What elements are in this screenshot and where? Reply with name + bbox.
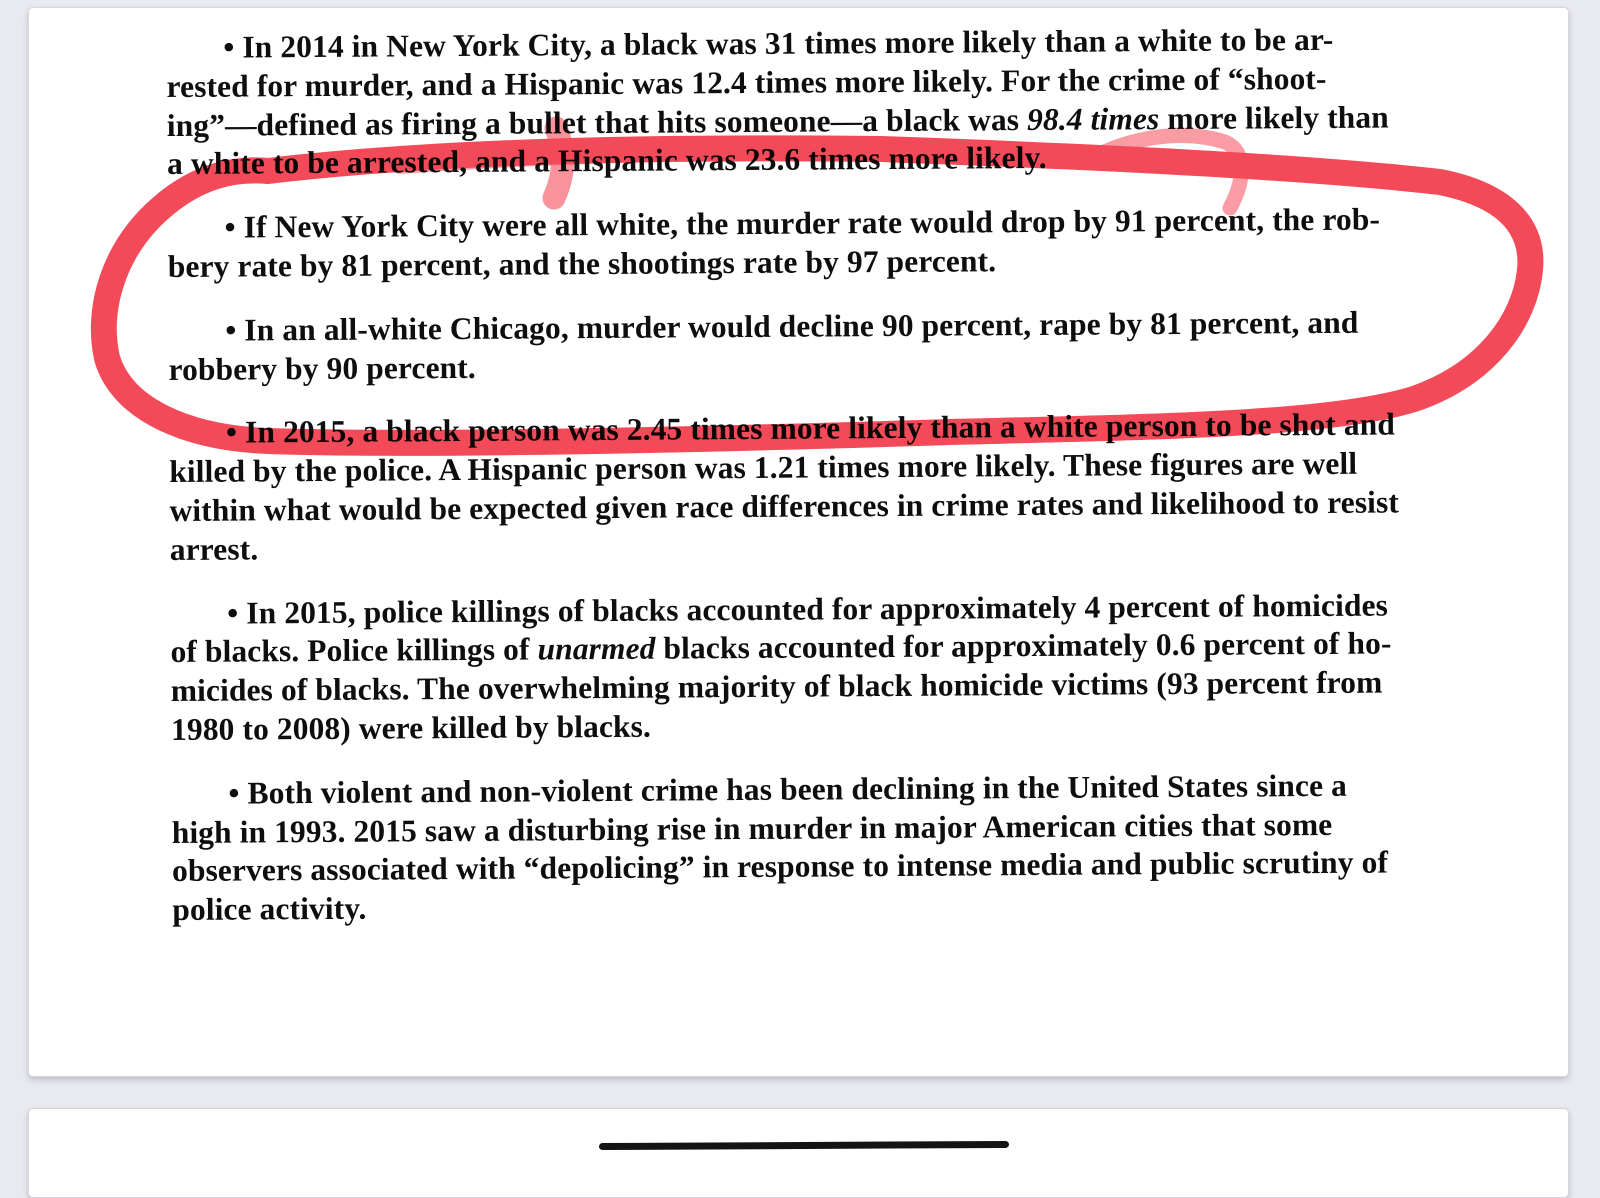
text-line: observers associated with “depolicing” in response to intense media and public scrutiny of [171,844,1389,889]
text-line: police activity. [172,890,367,928]
text-line: bery rate by 81 percent, and the shootings rate by 97 percent. [167,243,997,285]
text-line: high in 1993. 2015 saw a disturbing rise in murder in major American cities that some [171,806,1333,850]
document-page-1 [28,7,1569,1077]
text-line: • If New York City were all white, the murder rate would drop by 91 percent, the rob- [224,201,1381,245]
bullet-paragraph [168,302,1571,389]
text-line: rested for murder, and a Hispanic was 12.4 times more likely. For the crime of “shoot- [166,60,1327,104]
text-line: arrest. [169,531,259,567]
text-line: • In 2015, a black person was 2.45 times more likely than a white person to be shot and [225,406,1396,451]
text-line: a white to be arrested, and a Hispanic was 23.6 times more likely. [166,140,1047,182]
page-text [29,0,1575,1076]
bullet-paragraph [171,765,1574,930]
document-page-2 [28,1108,1569,1198]
text-line: within what would be expected given race differences in crime rates and likelihood to resist [169,484,1400,528]
text-line: • Both violent and non-violent crime has been declining in the United States since a [228,767,1348,811]
section-divider-line [599,1141,1009,1150]
bullet-paragraph [167,199,1570,286]
text-line: • In 2014 in New York City, a black was 31 times more likely than a white to be ar- [223,21,1334,65]
text-line: micides of blacks. The overwhelming majority of black homicide victims (93 percent from [170,664,1383,709]
text-line: killed by the police. A Hispanic person was 1.21 times more likely. These figures are well [169,445,1358,490]
text-line: ing”—defined as firing a bullet that hits someone—a black was 98.4 times more likely than [166,99,1389,143]
bullet-paragraph [170,585,1573,750]
text-line: of blacks. Police killings of unarmed blacks accounted for approximately 0.6 percent of ho- [170,625,1392,670]
text-line: robbery by 90 percent. [168,349,476,387]
text-line: 1980 to 2008) were killed by blacks. [170,708,652,747]
text-line: • In 2015, police killings of blacks accounted for approximately 4 percent of homicides [227,587,1389,631]
bullet-paragraph [169,405,1572,570]
text-line: • In an all-white Chicago, murder would decline 90 percent, rape by 81 percent, and [225,304,1359,348]
bullet-paragraph [166,19,1569,184]
